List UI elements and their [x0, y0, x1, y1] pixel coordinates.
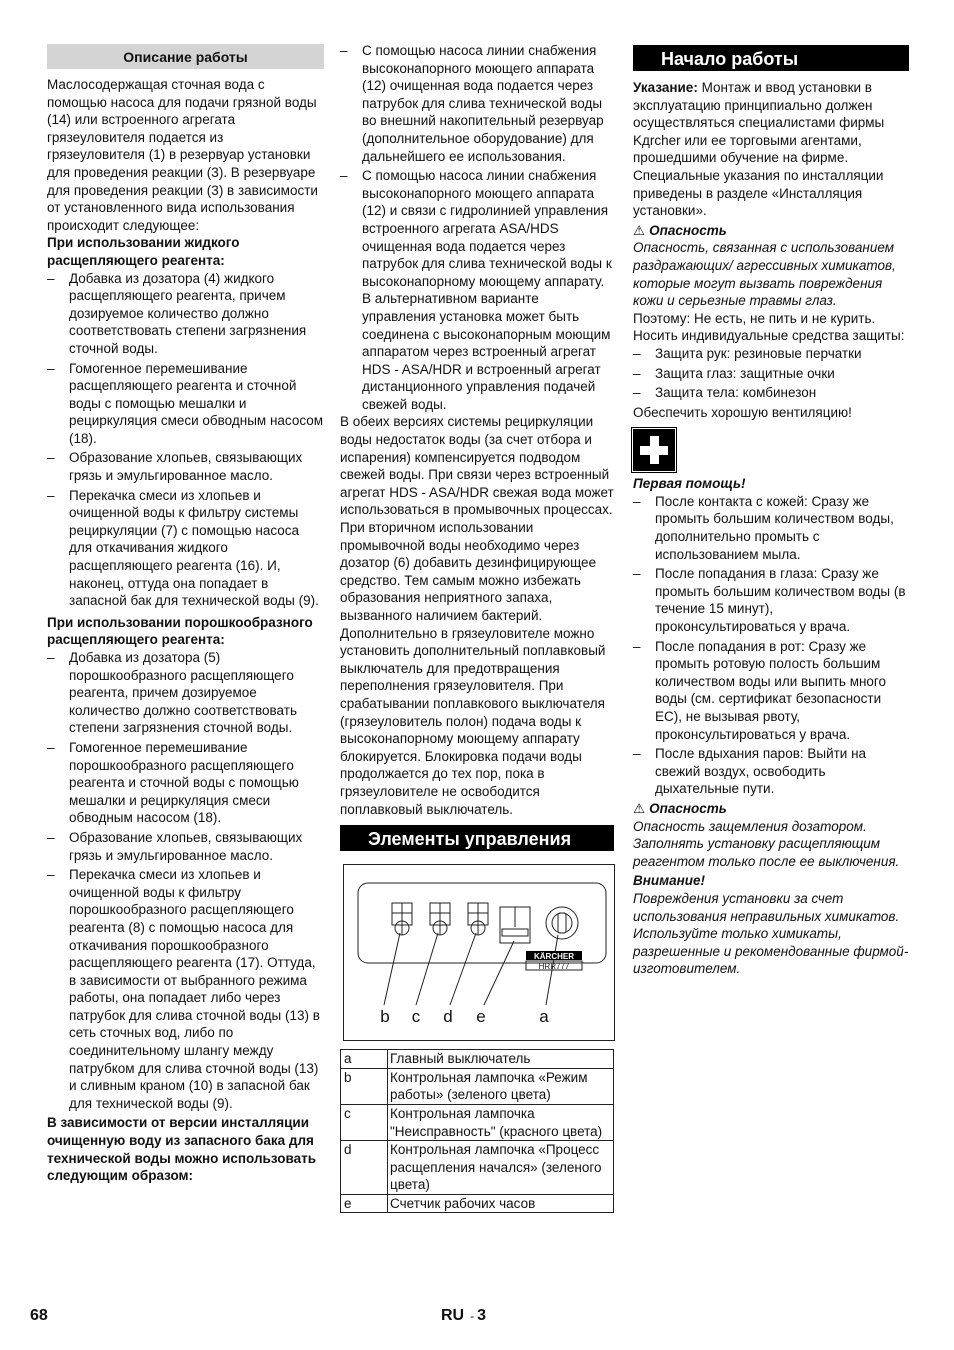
- separator: -: [470, 1309, 475, 1323]
- list-item: – Добавка из дозатора (5) порошкообразного расщепляющего реагента, причем дозируемое количество должно соответствовать степени загрязнения сточной воды.: [47, 649, 324, 737]
- column-1: [47, 42, 324, 1185]
- section-heading-start: Начало работы: [633, 45, 909, 71]
- language-page-indicator: [441, 1307, 486, 1325]
- indicator-lamp-b: [392, 903, 412, 935]
- table-row: [341, 1141, 614, 1195]
- list-item: – После попадания в глаза: Сразу же промыть большим количеством воды (в течение 15 минут), проконсультироваться у врача.: [633, 565, 909, 635]
- table-row: [341, 1068, 614, 1104]
- legend-key: a: [341, 1050, 388, 1069]
- list-item: – Перекачка смеси из хлопьев и очищенной воды к фильтру порошкообразного расщепляющего реагента (8) с помощью насоса для откачивания порошкообразного расщепляющего реагента (17). Оттуда, в зависимости от выбранного режима работы, она попадает либо через патрубок для слива сточной воды (13) в сеть сточных вод, либо по соединительному шлангу между патрубком для слива сточной воды (13) и сливным краном (10) в запасной бак для технической воды (9).: [47, 866, 324, 1112]
- main-switch-a: [546, 907, 578, 939]
- danger-heading-1: [633, 222, 909, 240]
- paragraph-recirculation: В обеих версиях системы рециркуляции воды недостаток воды (за счет отбора и испарения) компенсируется подводом свежей воды. При связи через встроенный агрегат HDS - ASA/HDR свежая вода может использоваться в промывочных процессах.: [340, 414, 614, 518]
- note-paragraph: [633, 79, 909, 220]
- list-item: – Гомогенное перемешивание расщепляющего реагента и сточной воды с помощью мешалки и рециркуляция смеси обводным насосом (18).: [47, 360, 324, 448]
- ventilation-text: Обеспечить хорошую вентиляцию!: [633, 404, 852, 420]
- first-aid-heading: Первая помощь!: [633, 476, 746, 492]
- note-label: Указание:: [633, 80, 698, 95]
- list-item: – Гомогенное перемешивание порошкообразного расщепляющего реагента и сточной воды с помощью мешалки и рециркуляция смеси обводным насосом (18).: [47, 739, 324, 827]
- warning-triangle-icon: ⚠: [633, 800, 646, 816]
- legend-text: Счетчик рабочих часов: [388, 1194, 614, 1213]
- legend-key: c: [341, 1104, 388, 1140]
- protection-intro: Поэтому: Не есть, не пить и не курить. Носить индивидуальные средства защиты:: [633, 310, 905, 344]
- control-panel-figure: [343, 864, 615, 1041]
- first-aid-cross-icon: [633, 429, 675, 471]
- list-item: – Защита рук: резиновые перчатки: [633, 345, 909, 363]
- panel-letter-e: e: [476, 1007, 486, 1027]
- alternative-text: В альтернативном варианте управления установка может быть соединена с высоконапорным моющим аппаратом через встроенный агрегат HDS - ASA/HDR и встроенный агрегат дистанционного управления подачей свежей воды.: [362, 291, 611, 412]
- table-row: [341, 1050, 614, 1069]
- list-item: – Образование хлопьев, связывающих грязь и эмульгированное масло.: [47, 829, 324, 864]
- panel-letter-d: d: [443, 1007, 453, 1027]
- list-item: – Защита глаз: защитные очки: [633, 365, 909, 383]
- legend-key: e: [341, 1194, 388, 1213]
- list-item: [340, 167, 614, 413]
- indicator-lamp-c: [430, 903, 450, 935]
- legend-text: Главный выключатель: [388, 1050, 614, 1069]
- attention-text: Повреждения установки за счет использования неправильных химикатов. Используйте только химикаты, разрешенные и рекомендованные фирмой-изготовителем.: [633, 890, 909, 977]
- intro-paragraph: Маслосодержащая сточная вода с помощью насоса для подачи грязной воды (14) или встроенного агрегата грязеуловителя подается из грязеуловителя (1) в резервуар установки для проведения реакции (3). В резервуаре для проведения реакции (3) в зависимости от установленного вида использования происходит следующее:: [47, 77, 318, 233]
- controls-legend-table: [340, 1049, 614, 1213]
- paragraph-float-switch: Дополнительно в грязеуловителе можно установить дополнительный поплавковый выключатель для предотвращения переполнения грязеуловителя. При срабатывании поплавкового выключателя (грязеуловитель полон) подача воды к высоконапорному моющему аппарату блокируется. Блокировка подачи воды продолжается до тех пор, пока в грязеуловителе не освободится поплавковый выключатель.: [340, 625, 606, 817]
- control-panel-diagram: [344, 865, 614, 1040]
- legend-text: Контрольная лампочка "Неисправность" (красного цвета): [388, 1104, 614, 1140]
- manufacturer-logo-text: KÄRCHER: [534, 952, 574, 962]
- table-row: [341, 1104, 614, 1140]
- list-item: – Добавка из дозатора (4) жидкого расщепляющего реагента, причем дозируемое количество должно соответствовать степени загрязнения сточной воды.: [47, 270, 324, 358]
- hour-counter-e: [500, 907, 530, 943]
- danger-label: Опасность: [649, 222, 727, 238]
- column-2: [340, 42, 614, 1213]
- table-row: [341, 1194, 614, 1213]
- first-aid-list: [633, 493, 909, 798]
- protection-list: [633, 345, 909, 402]
- legend-text: Контрольная лампочка «Процесс расщепления начался» (зеленого цвета): [388, 1141, 614, 1195]
- warning-triangle-icon: ⚠: [633, 222, 646, 238]
- panel-letter-b: b: [380, 1007, 390, 1027]
- legend-key: d: [341, 1141, 388, 1195]
- column-3: [633, 42, 909, 978]
- list-item: – Защита тела: комбинезон: [633, 384, 909, 402]
- list-item: – После контакта с кожей: Сразу же промыть большим количеством воды, дополнительно промыть с использованием мыла.: [633, 493, 909, 563]
- language-code: RU: [441, 1307, 465, 1324]
- powder-reagent-list: [47, 649, 324, 1112]
- danger-text-1: Опасность, связанная с использованием раздражающих/ агрессивных химикатов, которые могут вызвать повреждения кожи и серьезные травмы глаз.: [633, 240, 896, 309]
- powder-reagent-heading: При использовании порошкообразного расщепляющего реагента:: [47, 614, 313, 648]
- section-heading-controls: Элементы управления: [340, 825, 614, 851]
- model-plate-text: HRR777: [538, 962, 570, 972]
- attention-heading: Внимание!: [633, 873, 706, 889]
- list-item: – С помощью насоса линии снабжения высоконапорного моющего аппарата (12) очищенная вода подается через патрубок для слива технической воды во внешний накопительный резервуар (дополнительное оборудование) для дальнейшего ее использования.: [340, 42, 614, 165]
- indicator-lamp-d: [468, 903, 488, 935]
- legend-key: b: [341, 1068, 388, 1104]
- panel-letter-a: a: [539, 1007, 549, 1027]
- danger-heading-2: [633, 800, 909, 818]
- list-item: – После вдыхания паров: Выйти на свежий воздух, освободить дыхательные пути.: [633, 745, 909, 798]
- list-item: – Перекачка смеси из хлопьев и очищенной воды к фильтру системы рециркуляции (7) с помощью насоса для откачивания жидкого расщепляющего реагента (16). И, наконец, оттуда она попадает в запасной бак для технической воды (9).: [47, 487, 324, 610]
- danger-label: Опасность: [649, 800, 727, 816]
- liquid-reagent-list: [47, 270, 324, 610]
- closing-paragraph: В зависимости от версии инсталляции очищенную воду из запасного бака для технической воды можно использовать следующим образом:: [47, 1115, 316, 1184]
- danger-text-2: Опасность защемления дозатором. Заполнять установку расщепляющим реагентом только после ее выключения.: [633, 818, 900, 869]
- water-usage-list: [340, 42, 614, 413]
- page-number: 68: [30, 1307, 48, 1324]
- list-item-text: С помощью насоса линии снабжения высоконапорного моющего аппарата (12) и связи с гидролинией управления встроенного агрегата ASA/HDS очищенная вода подается через патрубок для слива технической воды к высоконапорному моющему аппарату.: [362, 168, 612, 289]
- section-heading-work-description: Описание работы: [47, 44, 324, 69]
- paragraph-disinfection: При вторичном использовании промывочной воды необходимо через дозатор (6) добавить дезинфицирующее средство. Тем самым можно избежать образования неприятного запаха, вызванного наличием бактерий.: [340, 520, 597, 623]
- note-text: Монтаж и ввод установки в эксплуатацию принципиально должен осуществляться специалистами фирмы Kдrcher или ее торговыми агентами, прошедшими обучение на фирме. Специальные указания по инсталляции приведены в разделе «Инсталляция установки».: [633, 80, 885, 219]
- section-page-number: 3: [477, 1307, 487, 1324]
- panel-letter-c: c: [411, 1007, 421, 1027]
- list-item: – Образование хлопьев, связывающих грязь и эмульгированное масло.: [47, 449, 324, 484]
- leader-lines: [384, 933, 558, 1005]
- list-item: – После попадания в рот: Сразу же промыть ротовую полость большим количеством воды или выпить много воды (см. сертификат безопасности ЕС), не вызывая рвоту, проконсультироваться у врача.: [633, 638, 909, 744]
- liquid-reagent-heading: При использовании жидкого расщепляющего реагента:: [47, 235, 240, 268]
- legend-text: Контрольная лампочка «Режим работы» (зеленого цвета): [388, 1068, 614, 1104]
